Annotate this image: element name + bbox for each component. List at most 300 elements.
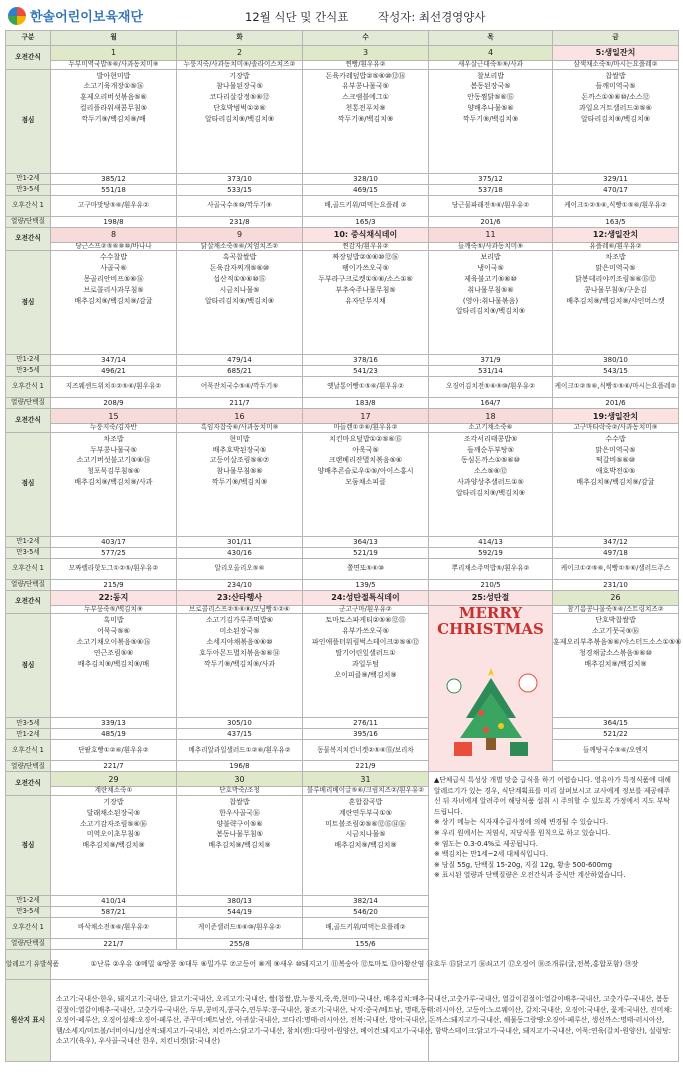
date-cell: 11 xyxy=(429,227,553,242)
cal12-row xyxy=(6,355,679,366)
menu-item: 소고기버섯불고기⑤⑥⑯ xyxy=(76,456,151,465)
date-cell: 15 xyxy=(51,409,177,424)
snack-calorie-cell: 221/7 xyxy=(51,938,177,949)
morning-snack-cell: 소고기채소죽⑥ xyxy=(429,424,553,433)
row-label: 열량/단백질 xyxy=(6,579,51,590)
calorie-cell: 551/18 xyxy=(51,184,177,195)
snack-calorie-cell: 196/8 xyxy=(177,761,303,772)
christmas-tree-icon xyxy=(436,638,546,768)
morning-snack-cell: 새우살근대죽⑤⑨/사과 xyxy=(429,61,553,70)
menu-item: 취나물무침⑤⑥ xyxy=(467,285,514,294)
menu-item: 알타리김치⑨/백김치⑨ xyxy=(455,307,525,316)
calorie-cell: 382/14 xyxy=(303,895,429,906)
morning-snack-cell: 두부미역국밥⑤⑥/사과동치미⑨ xyxy=(51,61,177,70)
menu-item: 깍두기⑨/백김치⑨ xyxy=(462,114,519,123)
author-label: 작성자: 최선경영양사 xyxy=(378,10,486,24)
menu-item: 깍두기⑨/백김치⑨/배 xyxy=(81,114,146,123)
snack-calorie-cell: 155/6 xyxy=(303,938,429,949)
menu-item: 배추김치⑨/백김치⑨/감귤 xyxy=(576,478,655,487)
menu-item: 흑미밥 xyxy=(103,616,124,625)
snack-calorie-row xyxy=(6,398,679,409)
menu-item: 달래채소된장국⑤ xyxy=(86,808,141,817)
afternoon-snack-cell: 오징어김치전⑤⑥⑨⑩/흰우유② xyxy=(429,377,553,398)
date-cell: 12:생일잔치 xyxy=(553,227,679,242)
org-logo xyxy=(8,6,143,25)
menu-item: 닭봉데리야끼조림⑤⑥⑮⑫ xyxy=(575,274,656,283)
menu-item: 애호박전①⑤ xyxy=(595,467,636,476)
calorie-cell: 537/18 xyxy=(429,184,553,195)
date-cell: 3 xyxy=(303,46,429,61)
date-cell: 22:동지 xyxy=(51,590,177,605)
afternoon-snack-cell: 케이크①②⑤⑥,식빵①⑤⑥/마시는요플레② xyxy=(553,377,679,398)
calorie-cell: 301/11 xyxy=(177,536,303,547)
row-label: 열량/단백질 xyxy=(6,761,51,772)
menu-item: 떡갈비⑤⑥⑩ xyxy=(595,456,636,465)
menu-item: 배추김치⑨/백김치⑨/사과 xyxy=(74,478,153,487)
morning-snack-cell: 닭살채소죽⑤⑥/치엄치즈② xyxy=(177,242,303,251)
calorie-cell: 380/10 xyxy=(553,355,679,366)
menu-item: 섭산적①⑤⑥⑩⑮ xyxy=(213,274,266,283)
lunch-cell xyxy=(177,614,303,718)
allergy-list: ①난류 ②우유 ③메밀 ④땅콩 ⑤대두 ⑥밀가루 ⑦고등어 ⑧게 ⑨새우 ⑩돼지고기 ⑪복숭아 ⑫토마토 ⑬아황산염 ⑭호두 ⑮닭고기 ⑯쇠고기 ⑰오징어 ⑱조개류(굴,전복,홍합포함) ⑲잣 xyxy=(51,949,679,979)
calorie-cell: 373/10 xyxy=(177,173,303,184)
row-label: 원산지 표시 xyxy=(6,979,51,1061)
menu-item: 차조밥 xyxy=(103,434,124,443)
row-label: 오전간식 xyxy=(6,772,51,796)
menu-item: 차조밥 xyxy=(605,253,626,262)
row-label: 만1-2세 xyxy=(6,173,51,184)
calorie-cell: 276/11 xyxy=(303,718,429,729)
menu-item: 깍두기⑨/백김치⑨ xyxy=(211,478,268,487)
row-label: 만3-5세 xyxy=(6,718,51,729)
menu-item: 사과양상추샐러드①⑤ xyxy=(457,478,524,487)
christmas-card xyxy=(429,605,553,772)
calorie-cell: 543/15 xyxy=(553,366,679,377)
morning-snack-cell: 삼색채소죽⑤/마시는요플레② xyxy=(553,61,679,70)
menu-item: 찹쌀밥 xyxy=(229,797,250,806)
calorie-cell: 544/19 xyxy=(177,906,303,917)
day-header: 구분 xyxy=(6,31,51,46)
snack-calorie-cell: 255/8 xyxy=(177,938,303,949)
origin-row xyxy=(6,979,679,1061)
calorie-cell: 521/19 xyxy=(303,547,429,558)
afternoon-snack-cell: 단팥호빵①②⑥/흰우유② xyxy=(51,740,177,761)
snack-calorie-cell: 201/6 xyxy=(429,216,553,227)
menu-item: 코다리살강정⑤⑥⑫ xyxy=(209,93,270,102)
menu-item: 배추김치⑨/백김치⑨ xyxy=(82,841,145,850)
menu-item: 사골국⑥ xyxy=(100,264,127,272)
menu-item: 두부콩나물국⑤ xyxy=(90,445,137,454)
afternoon-snack-cell: 배,골드키위/떠먹는요플레 ② xyxy=(303,195,429,216)
menu-item: 훈제오리부추볶음⑤⑥/야스터드소스①⑤⑥ xyxy=(553,638,682,646)
afternoon-snack-cell: 옛날통어빵①⑤⑥/흰우유② xyxy=(303,377,429,398)
menu-item: 안동찜닭⑤⑥⑮ xyxy=(467,93,514,102)
menu-item: 냉이국⑤ xyxy=(477,264,504,272)
menu-item: 소고기김가루주먹밥⑥ xyxy=(205,616,274,625)
row-label: 오전간식 xyxy=(6,46,51,70)
calorie-cell: 305/10 xyxy=(177,718,303,729)
menu-item: 배추김치⑨/백김치⑨ xyxy=(584,659,647,668)
menu-item: 현미밥 xyxy=(229,434,250,443)
date-row xyxy=(6,590,679,605)
row-label: 오후간식 1 xyxy=(6,377,51,398)
day-header: 월 xyxy=(51,31,177,46)
lunch-cell xyxy=(429,69,553,173)
calorie-cell: 470/17 xyxy=(553,184,679,195)
menu-item: 수수찰밥 xyxy=(99,253,128,262)
origin-list: 소고기:국내산-한우, 돼지고기:국내산, 닭고기:국내산, 오리고기:국내산, 쌀(찹쌀,밥,누룽지,죽,쑥,현미)-국내산, 배추김치:배추-국내산,고춧가루-국내산, 열갈이겉절이:열갈이배추-국내산, 고춧가루-국내산, 봄동겉절이:열갈이배추-국내산, 고춧가루-국내산, 두부,콩비지,콩국수,연두부:콩-국내산, 참조기:국내산, 낙지:중국/베트남, 명태,동태:러시아산, 고등어:노르웨이산, 갈치:국내산, 오징어:국내산, 꽃게:국내산, 진미채:오징어-페루산, 오징어설채:오징어-페루산, 주꾸미:베트남산, 아귀살:국내산, 코다리:명태-러시아산, 전복:국내산, 방어:국내산, 돈까스:돼지고기-국내산, 해물동그랑땡:오징어-페루산, 생선까스:명태-러시아산, 햄/소세지/미트볼/너비아니/섭산적:돼지고기-국내산, 치킨까스:닭고기-국내산, 참치(캔):다랑어-원양산, 베이컨:돼지고기-국내산, 함박스테이크:닭고기-국내산, 돼지고기-국내산, 어묵:연육(갈치-원양산), 설렁탕:소고기(육우), 우사골-국내산 한우, 치킨너겟(닭:국내산) xyxy=(51,979,679,1061)
morning-snack-cell: 당근스프②⑤⑥⑧⑩/바나나 xyxy=(51,242,177,251)
lunch-cell xyxy=(429,251,553,355)
snack-calorie-cell: 215/9 xyxy=(51,579,177,590)
lunch-row xyxy=(6,432,679,536)
afternoon-snack-cell: 사골국수⑤⑩/깍두기⑨ xyxy=(177,195,303,216)
date-cell: 24:성탄절특식데이 xyxy=(303,590,429,605)
date-cell: 25:성탄절 xyxy=(429,590,553,605)
menu-item: 고등어살조림⑤⑥⑦ xyxy=(209,456,270,465)
menu-item: 혼합잡곡밥 xyxy=(348,797,383,806)
menu-item: 돈까스①⑤⑥⑩/소스⑫ xyxy=(581,93,650,102)
calorie-cell: 375/12 xyxy=(429,173,553,184)
menu-item: 유부가쓰오국⑤ xyxy=(342,627,389,636)
row-label: 점심 xyxy=(6,432,51,536)
menu-item: 맑은미역국⑤ xyxy=(595,264,636,272)
calorie-cell: 403/17 xyxy=(51,536,177,547)
menu-item: 컬리플라워새콤무침⑤ xyxy=(79,104,148,113)
calorie-cell: 469/15 xyxy=(303,184,429,195)
morning-snack-cell: 고구마타락죽②/사과동치미⑨ xyxy=(553,424,679,433)
lunch-row xyxy=(6,251,679,355)
afternoon-snack-cell: 메추리알과일샐러드①②⑥/흰우유② xyxy=(177,740,303,761)
menu-item: 기장밥 xyxy=(229,71,250,80)
menu-item-note: (영아:취나물볶음) xyxy=(462,296,519,305)
calorie-cell: 364/15 xyxy=(553,718,679,729)
calorie-cell: 364/13 xyxy=(303,536,429,547)
calorie-cell: 328/10 xyxy=(303,173,429,184)
menu-item: 수수밥 xyxy=(605,434,626,443)
menu-item: 어묵국⑤⑥ xyxy=(97,627,130,636)
calorie-cell: 380/13 xyxy=(177,895,303,906)
date-cell: 9 xyxy=(177,227,303,242)
menu-item: 팽이가쓰오국⑤ xyxy=(342,264,389,272)
menu-item: 봄동나물무침⑤ xyxy=(216,830,263,839)
snack-calorie-cell: 231/8 xyxy=(177,216,303,227)
row-label: 열량/단백질 xyxy=(6,938,51,949)
row-label: 열량/단백질 xyxy=(6,398,51,409)
menu-item: 미트볼조림②⑤⑥⑫⑮⑭⑯ xyxy=(325,819,406,828)
afternoon-snack-cell: 케이크①②⑤⑥,식빵①⑤⑥/샐러드주스 xyxy=(553,558,679,579)
menu-item: 모둠채소피클 xyxy=(345,478,386,487)
afternoon-snack-cell: 고구마맛탕⑤⑥/흰우유② xyxy=(51,195,177,216)
menu-item: 동심돈까스①⑤⑥⑩ xyxy=(461,456,520,465)
calorie-cell: 541/23 xyxy=(303,366,429,377)
menu-item: 과일두텀 xyxy=(351,659,380,668)
menu-item: 유부콩나물국⑤ xyxy=(342,82,389,91)
menu-item: 연근조림⑤⑥ xyxy=(93,648,134,657)
menu-item: 브로콜리사과무침⑤ xyxy=(83,285,144,294)
menu-item: 흑곡찹쌀밥 xyxy=(222,253,257,262)
morning-snack-cell: 군고구마/흰우유② xyxy=(303,605,429,614)
notice-line: ※ 우리 원에서는 저염식, 저당식을 원칙으로 하고 있습니다. xyxy=(434,828,611,837)
calorie-cell: 414/13 xyxy=(429,536,553,547)
menu-item: 발아현미밥 xyxy=(96,71,131,80)
calorie-cell: 497/18 xyxy=(553,547,679,558)
cal35-row xyxy=(6,718,679,729)
menu-item: 청포묵김무침⑤⑥ xyxy=(86,467,141,476)
lunch-cell xyxy=(303,795,429,895)
row-label: 만1-2세 xyxy=(6,895,51,906)
menu-item: 들깨순두부탕⑤ xyxy=(467,445,514,454)
menu-item: 양배추콘슬로우①⑤/아이스홍시 xyxy=(317,467,414,476)
row-label: 오후간식 1 xyxy=(6,740,51,761)
menu-item: 계란연두부국①⑤ xyxy=(338,808,393,817)
menu-item: 배추김치⑨/백김치⑨ xyxy=(334,841,397,850)
calorie-cell: 546/20 xyxy=(303,906,429,917)
morning-snack-cell: 참기름콩나물죽⑤⑥/스트링치즈② xyxy=(553,605,679,614)
snack-calorie-cell: 198/8 xyxy=(51,216,177,227)
date-cell: 5:생일잔치 xyxy=(553,46,679,61)
snack-calorie-cell: 211/7 xyxy=(177,398,303,409)
day-header: 목 xyxy=(429,31,553,46)
afternoon-snack-cell: 바삭채소전⑤⑥/흰우유② xyxy=(51,917,177,938)
calorie-cell: 479/14 xyxy=(177,355,303,366)
org-logo-icon xyxy=(8,7,26,25)
menu-item: 시금치나물⑤ xyxy=(345,830,386,839)
menu-item: 소고기육개장①⑤⑯ xyxy=(83,82,144,91)
cal12-row xyxy=(6,729,679,740)
calorie-cell: 385/12 xyxy=(51,173,177,184)
afternoon-snack-cell: 모짜렐라핫도그①②⑤/흰우유② xyxy=(51,558,177,579)
date-cell: 17 xyxy=(303,409,429,424)
page-title: 12월 식단 및 간식표 xyxy=(245,10,349,24)
date-cell: 19:생일잔치 xyxy=(553,409,679,424)
row-label: 점심 xyxy=(6,251,51,355)
menu-item: 깍두기⑨/백김치⑨/사과 xyxy=(203,659,276,668)
row-label: 열량/단백질 xyxy=(6,216,51,227)
row-label: 오후간식 1 xyxy=(6,917,51,938)
menu-item: 시금치나물⑤ xyxy=(219,285,260,294)
menu-item: 찹쌀밥 xyxy=(605,71,626,80)
calorie-cell: 485/19 xyxy=(51,729,177,740)
lunch-cell xyxy=(51,432,177,536)
cal35-row xyxy=(6,547,679,558)
afternoon-snack-cell: 배,골드키위/떠먹는요플레② xyxy=(303,917,429,938)
row-label: 만3-5세 xyxy=(6,366,51,377)
date-row xyxy=(6,772,679,787)
date-cell: 29 xyxy=(51,772,177,787)
menu-item: 오이피클⑨/백김치⑨ xyxy=(334,670,397,679)
lunch-cell xyxy=(177,795,303,895)
morning-row xyxy=(6,605,679,614)
menu-item: 부추숙주나물무침⑤ xyxy=(335,285,396,294)
afternoon-snack-cell: 쫄면또⑤⑥⑩ xyxy=(303,558,429,579)
menu-item: 배추김치⑨/백김치⑨/배 xyxy=(77,659,150,668)
menu-item: 스크램블에그① xyxy=(342,93,389,102)
christmas-title-top: MERRY xyxy=(458,604,523,623)
day-header: 화 xyxy=(177,31,303,46)
day-header-row xyxy=(6,31,679,46)
menu-item: 몽골리안비프⑤⑥⑯ xyxy=(83,274,144,283)
date-cell: 8 xyxy=(51,227,177,242)
menu-item: 단호박범벅①②⑥ xyxy=(213,104,266,113)
menu-item: 봄동된장국⑤ xyxy=(470,82,511,91)
snack-calorie-cell: 201/6 xyxy=(553,398,679,409)
lunch-cell xyxy=(303,432,429,536)
calorie-cell: 339/13 xyxy=(51,718,177,729)
menu-item: 찰보리밥 xyxy=(476,71,505,80)
morning-snack-cell: 찐빵/흰우유② xyxy=(303,61,429,70)
date-row xyxy=(6,46,679,61)
calorie-cell: 329/11 xyxy=(553,173,679,184)
calorie-cell: 347/12 xyxy=(553,536,679,547)
morning-snack-cell: 누룽지죽/사과동치미⑨/솔라이스치즈② xyxy=(177,61,303,70)
lunch-cell xyxy=(51,614,177,718)
menu-item: 알타리김치⑨/백김치⑨ xyxy=(204,114,274,123)
menu-item: 배추호박된장국⑤ xyxy=(212,445,267,454)
afternoon-snack-cell: 알리오올리오⑤⑥ xyxy=(177,558,303,579)
snack-calorie-cell: 221/7 xyxy=(51,761,177,772)
afternoon-snack-cell: 동물복지치킨너겟②⑤⑥⑮/보리차 xyxy=(303,740,429,761)
lunch-cell xyxy=(553,432,679,536)
menu-item: 소스⑤⑥⑫ xyxy=(473,467,508,476)
afternoon-snack-cell: 지즈웨센드위치①②⑤⑥/흰우유② xyxy=(51,377,177,398)
menu-item: 호두아몬드멸치볶음⑤⑥⑭ xyxy=(199,648,280,657)
snack-calorie-row xyxy=(6,216,679,227)
menu-item: 미소된장국⑤ xyxy=(219,627,260,636)
menu-item: 배추김치⑨/백김치⑨ xyxy=(208,841,271,850)
morning-snack-cell: 찐감자/흰우유② xyxy=(303,242,429,251)
snack-calorie-cell: 139/5 xyxy=(303,579,429,590)
row-label: 만3-5세 xyxy=(6,906,51,917)
lunch-cell xyxy=(51,795,177,895)
date-cell: 26 xyxy=(553,590,679,605)
menu-item: 청경채굴소스볶음⑤⑥⑩ xyxy=(579,648,652,657)
menu-item: 크랜베리잔멸치볶음⑤⑥ xyxy=(328,456,403,465)
snack-calorie-row xyxy=(6,761,679,772)
afternoon-snack-cell: 뿌리채소주먹밥⑤/흰우유② xyxy=(429,558,553,579)
date-cell: 4 xyxy=(429,46,553,61)
cal35-row xyxy=(6,184,679,195)
notice-line: ※ 표시된 열량과 단백질량은 오전간식과 중식만 계산하였습니다. xyxy=(434,871,626,880)
morning-row xyxy=(6,242,679,251)
afternoon-snack-cell: 케이크①②⑤⑥,식빵①⑤⑥/흰우유② xyxy=(553,195,679,216)
date-cell: 16 xyxy=(177,409,303,424)
row-label: 알레르기 유발식품 xyxy=(6,949,51,979)
menu-item: 한우사골국⑯ xyxy=(219,808,260,817)
date-cell: 18 xyxy=(429,409,553,424)
morning-snack-cell: 누룽지죽/김자반 xyxy=(51,424,177,433)
cal12-row xyxy=(6,173,679,184)
date-cell: 30 xyxy=(177,772,303,787)
menu-item: 유자단무지채 xyxy=(345,296,386,305)
org-name: 한솔어린이보육재단 xyxy=(30,10,144,25)
menu-item: 기장밥 xyxy=(103,797,124,806)
menu-item: 맑은미역국⑤ xyxy=(595,445,636,454)
menu-item: 파인애플터워림벅스테이크②⑤⑥⑫ xyxy=(312,638,419,646)
snack-calorie-cell xyxy=(553,761,679,772)
menu-item: 딸기어린잎샐러드① xyxy=(335,648,396,657)
row-label: 오후간식 1 xyxy=(6,195,51,216)
afternoon-snack-cell: 게이준샐러드⑤⑥⑩/흰우유② xyxy=(177,917,303,938)
lunch-cell xyxy=(51,69,177,173)
notice-line: ▲단체급식 특성상 개별 맞춤 급식을 하기 어렵습니다. 영유아가 특정식품에 대해 알레르기가 있는 경우, 식단계획표를 미리 살펴보시고 교사에게 정보를 제공해주신 뒤 자녀에게 알려주어 해당식품 섭취 시 주의할 수 있도록 가정에서 지도 부탁드립니다. xyxy=(434,776,671,816)
menu-item: 두부라구크로켓①⑤⑥/소스①⑥ xyxy=(318,274,413,283)
date-cell: 2 xyxy=(177,46,303,61)
lunch-cell xyxy=(177,251,303,355)
menu-item: 단호박찹쌀밥 xyxy=(595,616,636,625)
christmas-title-bottom: CHRISTMAS xyxy=(437,620,544,639)
menu-item: 깍두기⑨/백김치⑨ xyxy=(337,114,394,123)
date-cell: 10: 중식채식데이 xyxy=(303,227,429,242)
row-label: 점심 xyxy=(6,795,51,895)
allergy-row xyxy=(6,949,679,979)
calorie-cell: 347/14 xyxy=(51,355,177,366)
row-label: 오전간식 xyxy=(6,409,51,433)
afternoon-snack-row xyxy=(6,740,679,761)
snack-calorie-cell: 210/5 xyxy=(429,579,553,590)
menu-item: 콩나물무침⑤/구운김 xyxy=(584,285,647,294)
snack-calorie-cell: 163/5 xyxy=(553,216,679,227)
day-header: 금 xyxy=(553,31,679,46)
snack-calorie-cell: 164/7 xyxy=(429,398,553,409)
afternoon-snack-cell: 어묵잔치국수⑤⑥/깍두기⑨ xyxy=(177,377,303,398)
menu-item: 알타리김치⑨/백김치⑨ xyxy=(580,114,650,123)
menu-item: 과일요거트샐러드②⑤⑥ xyxy=(579,104,652,113)
lunch-cell xyxy=(303,69,429,173)
row-label: 만3-5세 xyxy=(6,184,51,195)
cal12-row xyxy=(6,536,679,547)
snack-calorie-cell: 231/10 xyxy=(553,579,679,590)
calorie-cell: 587/21 xyxy=(51,906,177,917)
snack-calorie-row xyxy=(6,579,679,590)
morning-snack-cell: 블루베리베이글⑤⑥/크림치즈②/흰우유② xyxy=(303,787,429,796)
menu-item: 알타리김치⑨/백김치⑨ xyxy=(204,296,274,305)
lunch-cell xyxy=(51,251,177,355)
snack-calorie-cell: 234/10 xyxy=(177,579,303,590)
calorie-cell: 531/14 xyxy=(429,366,553,377)
lunch-cell xyxy=(303,251,429,355)
morning-snack-cell: 단호박죽/조청 xyxy=(177,787,303,796)
menu-item: 배추김치⑨/백김치⑨/감귤 xyxy=(74,296,153,305)
day-header: 수 xyxy=(303,31,429,46)
lunch-row xyxy=(6,69,679,173)
snack-calorie-cell: 221/9 xyxy=(303,761,429,772)
row-label: 오후간식 1 xyxy=(6,558,51,579)
morning-snack-cell: 계란채소죽① xyxy=(51,787,177,796)
lunch-cell xyxy=(553,251,679,355)
lunch-cell xyxy=(429,432,553,536)
row-label: 점심 xyxy=(6,69,51,173)
calorie-cell: 685/21 xyxy=(177,366,303,377)
date-cell: 23:산타행사 xyxy=(177,590,303,605)
menu-item: 아욱국⑤ xyxy=(352,445,379,454)
morning-snack-cell: 흑임자찹죽⑥/사과동치미⑨ xyxy=(177,424,303,433)
menu-item: 치킨마요덮밥①②⑤⑥⑮ xyxy=(329,434,402,443)
row-label: 만3-5세 xyxy=(6,547,51,558)
menu-table xyxy=(5,30,682,1062)
notice-line: ※ 당질 55g, 단백질 15-20g, 지질 12g, 황송 500-600mg xyxy=(434,860,612,869)
calorie-cell: 437/15 xyxy=(177,729,303,740)
menu-item: 양배추나물⑤⑥ xyxy=(467,104,514,113)
date-row xyxy=(6,227,679,242)
calorie-cell: 533/15 xyxy=(177,184,303,195)
morning-snack-cell: 두부뭉죽⑤/백김치⑨ xyxy=(51,605,177,614)
morning-snack-cell: 유플레⑥/흰우유② xyxy=(553,242,679,251)
menu-item: 제육불고기⑤⑥⑩ xyxy=(464,274,517,283)
morning-row xyxy=(6,424,679,433)
snack-calorie-cell: 165/3 xyxy=(303,216,429,227)
menu-item: 돈육카레덮밥②⑤⑥⑩⑫⑯ xyxy=(325,71,406,80)
